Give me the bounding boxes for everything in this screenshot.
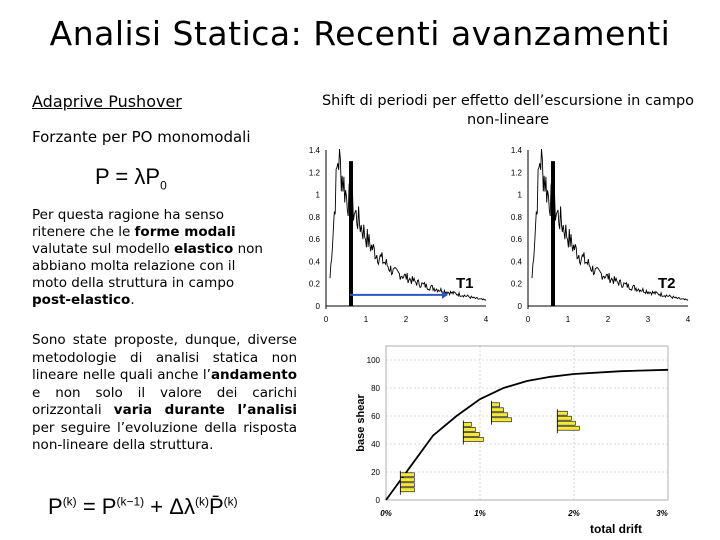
y-tick-label: 1.2 <box>510 168 522 178</box>
formula1-base: P <box>145 164 161 189</box>
paragraph-run: non abbiano molta relazione con il moto della struttura in campo <box>32 241 263 291</box>
formula2-lhs: P <box>48 494 63 519</box>
formula2-prev: (k−1) <box>116 494 145 509</box>
y-tick-label: 0.8 <box>510 212 522 222</box>
paragraph-run: valutate sul modello <box>32 241 174 257</box>
x-tick-label: 3 <box>645 315 651 324</box>
left-heading: Adaprive Pushover <box>32 92 182 111</box>
y-axis-label: base shear <box>355 394 367 452</box>
paragraph-adaptive-methods <box>32 332 297 455</box>
load-bar <box>463 422 471 426</box>
spectrum-chart-t1 <box>296 138 496 333</box>
load-bar <box>557 411 567 415</box>
y-tick-label: 0.6 <box>308 235 320 245</box>
x-tick-label: 1 <box>565 315 571 324</box>
formula1-op: = <box>115 164 129 189</box>
paragraph-run: elastico <box>174 241 234 257</box>
load-pattern-icon <box>400 471 414 495</box>
x-tick-label: 2% <box>568 509 580 518</box>
slide-title: Analisi Statica: Recenti avanzamenti <box>49 14 671 53</box>
paragraph-modal-shapes <box>32 207 274 309</box>
load-bar <box>557 426 579 430</box>
period-label: T1 <box>456 275 474 292</box>
formula2-bar: P̄ <box>208 494 224 519</box>
plot-frame <box>386 346 668 500</box>
pushover-curve-chart <box>346 338 676 538</box>
x-tick-label: 1 <box>363 315 369 324</box>
right-title: Shift di periodi per effetto dell’escursione in campo non-lineare <box>321 93 695 128</box>
y-tick-label: 1.4 <box>308 146 320 155</box>
formula1-sub: 0 <box>160 178 167 193</box>
paragraph-run: per seguire l’evoluzione della risposta non-lineare della struttura. <box>32 419 297 453</box>
left-subheading: Forzante per PO monomodali <box>32 128 251 146</box>
load-bar <box>557 421 575 425</box>
formula2-plus: + <box>150 494 164 519</box>
x-tick-label: 4 <box>685 315 691 324</box>
y-tick-label: 0.8 <box>308 212 320 222</box>
y-tick-label: 40 <box>371 440 380 449</box>
x-axis-label: total drift <box>590 522 642 536</box>
y-tick-label: 100 <box>366 356 380 365</box>
y-tick-label: 1.4 <box>510 146 522 155</box>
load-bar <box>492 408 504 412</box>
load-bar <box>492 418 512 422</box>
paragraph-run: Per questa ragione ha senso ritenere che le <box>32 207 224 240</box>
y-tick-label: 0.4 <box>308 257 320 267</box>
formula2-k: (k) <box>62 494 77 509</box>
y-tick-label: 0.2 <box>308 279 320 289</box>
formula2-k2: (k) <box>194 494 209 509</box>
paragraph-run: Sono state proposte, dunque, diverse metodologie di analisi statica non lineare nelle quali anche l’ <box>32 332 297 383</box>
formula-monomodal <box>95 164 167 192</box>
load-pattern-icon <box>557 409 579 433</box>
x-tick-label: 2 <box>403 315 409 324</box>
paragraph-run: e non solo il valore dei carichi orizzontali <box>32 384 297 418</box>
load-bar <box>400 483 414 487</box>
load-bar <box>463 427 475 431</box>
y-tick-label: 0 <box>517 302 522 311</box>
y-tick-label: 80 <box>371 384 380 393</box>
x-tick-label: 4 <box>483 315 489 324</box>
load-bar <box>463 437 483 441</box>
load-bar <box>463 432 479 436</box>
y-tick-label: 60 <box>371 412 380 421</box>
y-tick-label: 1.2 <box>308 168 320 178</box>
formula-adaptive <box>48 494 238 520</box>
load-pattern-icon <box>492 401 512 425</box>
y-tick-label: 1 <box>315 190 320 200</box>
y-tick-label: 0 <box>315 302 320 311</box>
formula1-coef: λ <box>134 164 146 189</box>
load-bar <box>400 488 414 492</box>
x-tick-label: 0 <box>323 315 329 324</box>
x-tick-label: 3 <box>443 315 449 324</box>
paragraph-run: andamento <box>210 367 297 383</box>
paragraph-run: . <box>130 292 135 308</box>
formula2-delta: Δλ <box>169 494 195 519</box>
y-tick-label: 0.6 <box>510 235 522 245</box>
load-bar <box>492 403 500 407</box>
x-tick-label: 2 <box>605 315 611 324</box>
load-bar <box>400 478 414 482</box>
y-tick-label: 0 <box>375 496 380 505</box>
load-bar <box>492 413 508 417</box>
load-bar <box>400 473 414 477</box>
x-tick-label: 3% <box>656 509 668 518</box>
pushover-curve <box>386 370 668 500</box>
paragraph-run: forme modali <box>134 224 236 240</box>
formula2-eq: = <box>82 494 96 519</box>
period-label: T2 <box>658 275 676 292</box>
y-tick-label: 1 <box>517 190 522 200</box>
paragraph-run: post-elastico <box>32 292 131 308</box>
y-tick-label: 20 <box>371 468 380 477</box>
y-tick-label: 0.2 <box>510 279 522 289</box>
load-bar <box>557 416 571 420</box>
x-tick-label: 1% <box>474 509 486 518</box>
paragraph-run: varia durante l’analisi <box>113 402 297 418</box>
spectrum-chart-t2 <box>498 138 698 333</box>
formula2-k3: (k) <box>223 494 238 509</box>
x-tick-label: 0 <box>525 315 531 324</box>
formula1-lhs: P <box>95 164 110 189</box>
y-tick-label: 0.4 <box>510 257 522 267</box>
formula2-prev-base: P <box>101 494 117 519</box>
x-tick-label: 0% <box>380 509 392 518</box>
